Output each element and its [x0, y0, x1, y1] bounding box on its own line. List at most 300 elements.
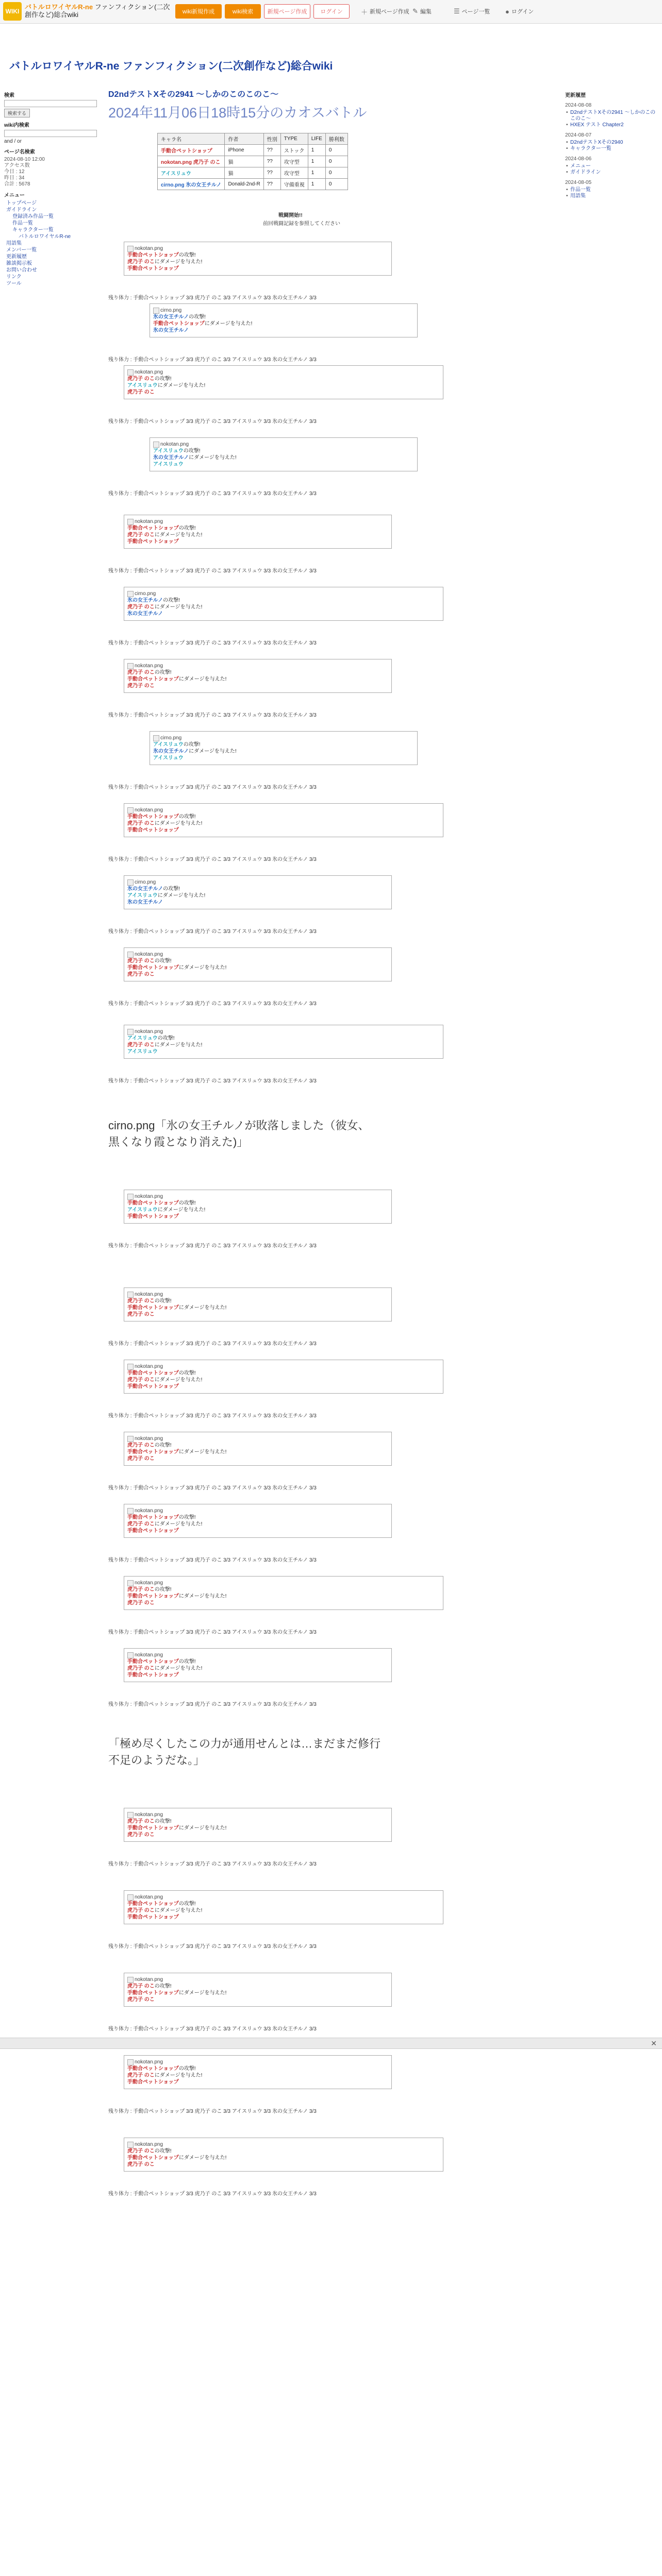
attack-text: の攻撃!: [157, 1036, 175, 1041]
sidebar-item[interactable]: お問い合わせ: [6, 267, 37, 273]
menu-new-page[interactable]: ＋ 新規ページ作成: [361, 4, 409, 19]
attack-line: [127, 1586, 440, 1593]
quote-line: [127, 1528, 388, 1534]
quote-line: [127, 1383, 440, 1390]
target-name[interactable]: 虎乃子 のこ: [127, 1666, 155, 1671]
battle-event-box: [124, 1360, 443, 1394]
update-date: 2024-08-07: [565, 132, 592, 138]
ice-dragon-quote: 「極め尽くしたこの力が通用せんとは…まだまだ修行 不足のようだな。」: [108, 1737, 381, 1767]
table-cell: 0: [325, 179, 347, 190]
speaker-name[interactable]: アイスリュウ: [153, 755, 184, 761]
attack-line: [127, 1370, 440, 1377]
speaker-name[interactable]: 虎乃子 のこ: [127, 1997, 155, 2003]
left-sidebar: 検索 検索する wiki内検索 and / or ページ名検索 2024-08-10 12:00 アクセス数 今日 : 12 昨日 : 34 合計 : 5678 メニュー トップページ ガイドライン 登録済み作品一覧 作品一覧 キャラクター一覧 バトルロワイヤルR-ne 用語集 メンバー一覧 更新履歴 雑談掲示板 お問い合わせ リンク ツール: [0, 88, 103, 287]
attack-line: [127, 1983, 388, 1990]
character-table: [157, 133, 348, 190]
hp-status-line: 残り体力 : 手動合ペットショップ 3/3 虎乃子 のこ 3/3 アイスリュウ 3/3 氷の女王チルノ 3/3: [108, 713, 317, 718]
damage-line: [127, 1207, 388, 1213]
column-header: 性別: [263, 133, 280, 145]
or-radio[interactable]: or: [17, 139, 22, 144]
site-logo[interactable]: WIKI: [3, 2, 22, 21]
attacker-name[interactable]: 手動合ペットショップ: [127, 1901, 179, 1907]
target-name[interactable]: 手動合ペットショップ: [127, 676, 179, 682]
battle-event-box: [124, 1504, 392, 1538]
speaker-name[interactable]: 手動合ペットショップ: [127, 1914, 179, 1920]
sidebar-item[interactable]: リンク: [6, 274, 22, 280]
attack-line: [127, 2148, 440, 2155]
quote-line: [153, 327, 414, 334]
character-image: nokotan.png: [127, 1028, 440, 1035]
quote-line: [127, 538, 388, 545]
target-name[interactable]: 虎乃子 のこ: [127, 1042, 155, 1048]
damage-text: にダメージを与えた!: [204, 321, 253, 327]
attack-text: の攻撃!: [178, 1515, 196, 1520]
quote-line: [127, 1672, 388, 1679]
search-label: 検索: [4, 93, 14, 98]
character-image: cirno.png: [127, 590, 440, 597]
hp-status-line: 残り体力 : 手動合ペットショップ 3/3 虎乃子 のこ 3/3 アイスリュウ 3/3 氷の女王チルノ 3/3: [108, 929, 317, 935]
search-input[interactable]: [4, 100, 97, 107]
speaker-name[interactable]: 氷の女王チルノ: [127, 611, 163, 617]
attacker-name[interactable]: 虎乃子 のこ: [127, 1587, 155, 1592]
main-content: [108, 88, 557, 2576]
table-cell: 0: [325, 167, 347, 179]
target-name[interactable]: 手動合ペットショップ: [127, 1305, 179, 1311]
target-name[interactable]: アイスリュウ: [127, 893, 158, 899]
damage-line: [127, 532, 388, 538]
character-image: nokotan.png: [127, 1811, 388, 1818]
table-cell: 1: [308, 167, 325, 179]
attack-line: [127, 958, 388, 964]
speaker-name[interactable]: 氷の女王チルノ: [153, 328, 189, 333]
quote-line: [127, 827, 440, 834]
table-cell: 猫: [225, 167, 263, 179]
search-button[interactable]: 検索する: [4, 109, 30, 117]
table-cell: 1: [308, 179, 325, 190]
table-cell: ??: [263, 179, 280, 190]
character-image: nokotan.png: [127, 1363, 440, 1370]
table-row: [158, 179, 348, 190]
damage-text: にダメージを与えた!: [154, 532, 203, 538]
quote-line: [127, 2161, 440, 2168]
battle-event-box: [150, 731, 418, 765]
damage-line: [127, 676, 388, 683]
speaker-name[interactable]: 虎乃子 のこ: [127, 1832, 155, 1838]
target-name[interactable]: 手動合ペットショップ: [127, 1990, 179, 1996]
attack-text: の攻撃!: [154, 1984, 172, 1989]
attack-text: の攻撃!: [178, 2066, 196, 2072]
attacker-name[interactable]: 氷の女王チルノ: [127, 598, 163, 603]
attack-line: [127, 1200, 388, 1207]
damage-text: にダメージを与えた!: [154, 1521, 203, 1527]
attacker-name[interactable]: 手動合ペットショップ: [127, 1515, 179, 1520]
update-item[interactable]: • キャラクター一覧: [570, 146, 660, 152]
table-cell: 守備重視: [280, 179, 308, 190]
post-heading: 2024年11月06日18時15分のカオスバトル: [108, 105, 367, 121]
speaker-name[interactable]: 虎乃子 のこ: [127, 389, 155, 395]
damage-line: [127, 259, 388, 265]
character-image: nokotan.png: [127, 807, 440, 814]
update-item[interactable]: • HXEX テスト Chapter2: [570, 122, 660, 128]
damage-text: にダメージを与えた!: [154, 1377, 203, 1383]
battle-log: [108, 211, 557, 2576]
table-cell: 攻守型: [280, 167, 308, 179]
quote-line: [127, 1600, 440, 1606]
damage-text: にダメージを与えた!: [154, 259, 203, 265]
quote-line: [127, 265, 388, 272]
damage-line: [127, 1665, 388, 1672]
sidebar-item[interactable]: 作品一覧: [12, 221, 33, 226]
battle-event-box: [124, 587, 443, 621]
target-name[interactable]: 手動合ペットショップ: [153, 321, 205, 327]
recent-updates-title: 更新履歴: [565, 93, 586, 98]
attack-line: [127, 1901, 440, 1907]
speaker-name[interactable]: 虎乃子 のこ: [127, 683, 155, 689]
attack-text: の攻撃!: [163, 886, 180, 892]
site-title[interactable]: バトルロワイヤルR-ne ファンフィクション(二次創作など)総合wiki: [25, 3, 170, 19]
hp-status-line: 残り体力 : 手動合ペットショップ 3/3 虎乃子 のこ 3/3 アイスリュウ 3/3 氷の女王チルノ 3/3: [108, 1001, 317, 1007]
attacker-name[interactable]: 氷の女王チルノ: [127, 886, 163, 892]
battle-start-note: 前回戦闘記録を参照してください: [263, 221, 340, 227]
damage-text: にダメージを与えた!: [178, 1305, 227, 1311]
list-icon: ☰: [454, 7, 460, 15]
attack-line: [127, 1442, 388, 1449]
attack-text: の攻撃!: [178, 526, 196, 531]
attacker-name[interactable]: 手動合ペットショップ: [127, 526, 179, 531]
damage-line: [127, 604, 440, 611]
battle-event-box: [124, 1190, 392, 1224]
attack-line: [127, 376, 440, 382]
battle-event-box: [124, 1432, 392, 1466]
attacker-name[interactable]: 手動合ペットショップ: [127, 1200, 179, 1206]
update-item[interactable]: • メニュー: [570, 163, 660, 170]
target-name[interactable]: 虎乃子 のこ: [127, 532, 155, 538]
target-name[interactable]: アイスリュウ: [127, 383, 158, 388]
battle-event-box: [124, 2138, 443, 2172]
target-name[interactable]: 虎乃子 のこ: [127, 1908, 155, 1913]
attack-text: の攻撃!: [178, 252, 196, 258]
damage-text: にダメージを与えた!: [178, 965, 227, 971]
page-title[interactable]: バトルロワイヤルR-ne ファンフィクション(二次創作など)総合wiki: [9, 60, 333, 72]
battle-event-box: [124, 803, 443, 837]
speaker-name[interactable]: 手動合ペットショップ: [127, 2079, 179, 2085]
attack-line: [127, 1035, 440, 1042]
damage-line: [153, 320, 414, 327]
character-image: nokotan.png: [127, 245, 388, 252]
damage-text: にダメージを与えた!: [154, 2073, 203, 2078]
update-item[interactable]: • D2ndテストXその2940: [570, 140, 660, 146]
ad-overlay-bar: [0, 2038, 662, 2049]
damage-text: にダメージを与えた!: [178, 1825, 227, 1831]
target-name[interactable]: 手動合ペットショップ: [127, 1594, 179, 1599]
damage-text: にダメージを与えた!: [154, 1908, 203, 1913]
attacker-name[interactable]: 手動合ペットショップ: [127, 1370, 179, 1376]
target-name[interactable]: 虎乃子 のこ: [127, 1377, 155, 1383]
attacker-name[interactable]: 手動合ペットショップ: [127, 2066, 179, 2072]
speaker-name[interactable]: 氷の女王チルノ: [127, 900, 163, 905]
update-item[interactable]: • 用語集: [570, 193, 660, 199]
attacker-name[interactable]: 虎乃子 のこ: [127, 1443, 155, 1448]
speaker-name[interactable]: 手動合ペットショップ: [127, 1528, 179, 1534]
character-image: nokotan.png: [127, 1894, 440, 1901]
hp-status-line: 残り体力 : 手動合ペットショップ 3/3 虎乃子 のこ 3/3 アイスリュウ 3/3 氷の女王チルノ 3/3: [108, 1702, 317, 1707]
attack-text: の攻撃!: [178, 1901, 196, 1907]
hp-status-line: 残り体力 : 手動合ペットショップ 3/3 虎乃子 のこ 3/3 アイスリュウ 3/3 氷の女王チルノ 3/3: [108, 857, 317, 862]
sidebar-item[interactable]: トップページ: [6, 200, 37, 206]
quote-line: [127, 1914, 440, 1921]
table-cell: iPhone: [225, 145, 263, 156]
attack-text: の攻撃!: [154, 1443, 172, 1448]
damage-line: [127, 892, 388, 899]
attack-text: の攻撃!: [163, 598, 180, 603]
hp-status-line: 残り体力 : 手動合ペットショップ 3/3 虎乃子 のこ 3/3 アイスリュウ 3/3 氷の女王チルノ 3/3: [108, 419, 317, 425]
speaker-name[interactable]: 手動合ペットショップ: [127, 1214, 179, 1219]
attacker-name[interactable]: 手動合ペットショップ: [127, 1659, 179, 1665]
battle-event-box: [124, 515, 392, 549]
hp-status-line: 残り体力 : 手動合ペットショップ 3/3 虎乃子 のこ 3/3 アイスリュウ 3/3 氷の女王チルノ 3/3: [108, 1413, 317, 1419]
sidebar-item[interactable]: 登録済み作品一覧: [12, 214, 54, 219]
speaker-name[interactable]: 手動合ペットショップ: [127, 827, 179, 833]
hp-status-line: 残り体力 : 手動合ペットショップ 3/3 虎乃子 のこ 3/3 アイスリュウ 3/3 氷の女王チルノ 3/3: [108, 2191, 317, 2197]
character-image: nokotan.png: [127, 1435, 388, 1442]
target-name[interactable]: 手動合ペットショップ: [127, 1449, 179, 1455]
attacker-name[interactable]: 手動合ペットショップ: [127, 252, 179, 258]
battle-event-box: [124, 875, 392, 909]
attacker-name[interactable]: 虎乃子 のこ: [127, 958, 155, 964]
damage-text: にダメージを与えた!: [154, 604, 203, 610]
attack-text: の攻撃!: [154, 2148, 172, 2154]
quote-line: [127, 683, 388, 689]
sidebar-item[interactable]: 更新履歴: [6, 254, 27, 260]
damage-line: [127, 1377, 440, 1383]
battle-event-box: [124, 2055, 392, 2089]
update-item[interactable]: • ガイドライン: [570, 170, 660, 176]
attack-text: の攻撃!: [178, 1659, 196, 1665]
battle-event-box: [124, 1890, 443, 1924]
character-image: nokotan.png: [127, 1291, 388, 1298]
battle-event-box: [124, 659, 392, 693]
speaker-name[interactable]: 手動合ペットショップ: [127, 1384, 179, 1389]
attack-line: [127, 2065, 388, 2072]
access-yesterday: 昨日 : 34: [4, 175, 25, 181]
speaker-name[interactable]: 手動合ペットショップ: [127, 1672, 179, 1678]
attack-text: の攻撃!: [154, 1298, 172, 1304]
table-cell[interactable]: nokotan.png 虎乃子 のこ: [158, 156, 225, 167]
target-name[interactable]: 氷の女王チルノ: [153, 749, 189, 754]
hp-status-line: 残り体力 : 手動合ペットショップ 3/3 虎乃子 のこ 3/3 アイスリュウ 3/3 氷の女王チルノ 3/3: [108, 640, 317, 646]
attacker-name[interactable]: 虎乃子 のこ: [127, 2148, 155, 2154]
sidebar-item[interactable]: ツール: [6, 281, 22, 286]
attacker-name[interactable]: 虎乃子 のこ: [127, 1984, 155, 1989]
character-image: nokotan.png: [153, 441, 414, 448]
plus-icon: ＋: [361, 8, 368, 16]
character-image: cirno.png: [153, 735, 414, 741]
table-cell: ??: [263, 145, 280, 156]
damage-line: [153, 454, 414, 461]
attack-line: [127, 1658, 388, 1665]
quote-line: [127, 899, 388, 906]
attack-line: [153, 448, 414, 454]
table-cell: 1: [308, 156, 325, 167]
attack-text: の攻撃!: [154, 1819, 172, 1824]
sidebar-item[interactable]: バトルロワイヤルR-ne: [19, 234, 71, 240]
hp-status-line: 残り体力 : 手動合ペットショップ 3/3 虎乃子 のこ 3/3 アイスリュウ 3/3 氷の女王チルノ 3/3: [108, 2026, 317, 2032]
attacker-name[interactable]: アイスリュウ: [127, 1036, 158, 1041]
hp-status-line: 残り体力 : 手動合ペットショップ 3/3 虎乃子 のこ 3/3 アイスリュウ 3/3 氷の女王チルノ 3/3: [108, 1861, 317, 1867]
recent-label: ページ名検索: [4, 149, 35, 155]
speaker-name[interactable]: 虎乃子 のこ: [127, 1312, 155, 1317]
damage-line: [127, 964, 388, 971]
attacker-name[interactable]: 氷の女王チルノ: [153, 314, 189, 320]
wiki-search-input[interactable]: [4, 130, 97, 137]
wiki-search-label: wiki内検索: [4, 123, 29, 128]
pencil-icon: ✎: [412, 7, 418, 15]
damage-line: [127, 820, 440, 827]
hp-status-line: 残り体力 : 手動合ペットショップ 3/3 虎乃子 のこ 3/3 アイスリュウ 3/3 氷の女王チルノ 3/3: [108, 1341, 317, 1347]
table-cell: ??: [263, 156, 280, 167]
attacker-name[interactable]: 虎乃子 のこ: [127, 376, 155, 382]
speaker-name[interactable]: 虎乃子 のこ: [127, 1456, 155, 1462]
sidebar-item[interactable]: ガイドライン: [6, 207, 37, 213]
menu-edit[interactable]: ✎ 編集: [412, 7, 432, 15]
attack-line: [127, 597, 440, 604]
damage-line: [127, 1825, 388, 1832]
quote-line: [127, 971, 388, 978]
damage-text: にダメージを与えた!: [178, 2155, 227, 2161]
target-name[interactable]: 虎乃子 のこ: [127, 821, 155, 826]
update-item[interactable]: • D2ndテストXその2941 〜しかのこのこのこ〜: [570, 110, 660, 122]
attacker-name[interactable]: 手動合ペットショップ: [127, 814, 179, 820]
speaker-name[interactable]: 手動合ペットショップ: [127, 539, 179, 545]
target-name[interactable]: 虎乃子 のこ: [127, 604, 155, 610]
damage-line: [127, 382, 440, 389]
target-name[interactable]: 虎乃子 のこ: [127, 259, 155, 265]
damage-text: にダメージを与えた!: [178, 676, 227, 682]
battle-start-text: 戦闘開始!!: [278, 213, 303, 218]
target-name[interactable]: アイスリュウ: [127, 1207, 158, 1213]
quote-line: [127, 1996, 388, 2003]
table-cell: 0: [325, 145, 347, 156]
login-button[interactable]: ログイン: [313, 4, 350, 19]
menu-title: メニュー: [4, 193, 25, 198]
quote-line: [127, 1832, 388, 1838]
character-image: nokotan.png: [127, 663, 388, 669]
update-date: 2024-08-08: [565, 103, 592, 108]
damage-text: にダメージを与えた!: [189, 455, 237, 461]
damage-text: にダメージを与えた!: [157, 1207, 206, 1213]
quote-line: [127, 389, 440, 396]
target-name[interactable]: 虎乃子 のこ: [127, 2073, 155, 2078]
table-cell[interactable]: cirno.png 氷の女王チルノ: [158, 179, 225, 190]
sidebar-item[interactable]: 雑談掲示板: [6, 261, 32, 266]
column-header: キャラ名: [158, 133, 225, 145]
speaker-name[interactable]: 手動合ペットショップ: [127, 266, 179, 272]
table-cell: ストック: [280, 145, 308, 156]
top-bar: [0, 0, 662, 24]
access-total: 合計 : 5678: [4, 181, 30, 187]
attacker-name[interactable]: 虎乃子 のこ: [127, 1298, 155, 1304]
character-image: nokotan.png: [127, 1193, 388, 1200]
damage-line: [127, 1593, 440, 1600]
date-text: 2024-08-10 12:00: [4, 157, 45, 162]
attacker-name[interactable]: 虎乃子 のこ: [127, 670, 155, 675]
damage-text: にダメージを与えた!: [178, 1594, 227, 1599]
close-icon[interactable]: ✕: [651, 2039, 657, 2047]
wiki-create-button[interactable]: wiki新規作成: [175, 4, 222, 19]
attack-text: の攻撃!: [154, 958, 172, 964]
sidebar-item[interactable]: 用語集: [6, 241, 22, 246]
attack-line: [153, 741, 414, 748]
attack-line: [153, 314, 414, 320]
attack-line: [127, 669, 388, 676]
hp-status-line: 残り体力 : 手動合ペットショップ 3/3 虎乃子 のこ 3/3 アイスリュウ 3/3 氷の女王チルノ 3/3: [108, 1243, 317, 1249]
speaker-name[interactable]: 虎乃子 のこ: [127, 972, 155, 977]
speaker-name[interactable]: アイスリュウ: [153, 462, 184, 467]
hp-status-line: 残り体力 : 手動合ペットショップ 3/3 虎乃子 のこ 3/3 アイスリュウ 3/3 氷の女王チルノ 3/3: [108, 2109, 317, 2114]
target-name[interactable]: 虎乃子 のこ: [127, 1521, 155, 1527]
update-item[interactable]: • 作品一覧: [570, 187, 660, 193]
target-name[interactable]: 氷の女王チルノ: [153, 455, 189, 461]
battle-event-box: [124, 1025, 443, 1059]
character-image: nokotan.png: [127, 1976, 388, 1983]
battle-event-box: [124, 1648, 392, 1682]
attacker-name[interactable]: 虎乃子 のこ: [127, 1819, 155, 1824]
hp-status-line: 残り体力 : 手動合ペットショップ 3/3 虎乃子 のこ 3/3 アイスリュウ 3/3 氷の女王チルノ 3/3: [108, 785, 317, 790]
table-cell[interactable]: アイスリュウ: [158, 167, 225, 179]
character-image: nokotan.png: [127, 951, 388, 958]
new-page-button[interactable]: 新規ページ作成: [264, 4, 310, 19]
quote-line: [127, 611, 440, 617]
sidebar-item[interactable]: メンバー一覧: [6, 247, 37, 253]
menu-login[interactable]: ● ログイン: [505, 7, 534, 15]
table-cell: Donald-2nd-R: [225, 179, 263, 190]
target-name[interactable]: 手動合ペットショップ: [127, 2155, 179, 2161]
target-name[interactable]: 手動合ペットショップ: [127, 1825, 179, 1831]
damage-text: にダメージを与えた!: [154, 1666, 203, 1671]
battle-event-box: [124, 947, 392, 981]
attacker-name[interactable]: アイスリュウ: [153, 742, 184, 748]
sidebar-item[interactable]: キャラクター一覧: [12, 227, 54, 233]
menu-page-list[interactable]: ☰ ページ一覧: [454, 7, 490, 15]
table-cell: 1: [308, 145, 325, 156]
hp-status-line: 残り体力 : 手動合ペットショップ 3/3 虎乃子 のこ 3/3 アイスリュウ 3/3 氷の女王チルノ 3/3: [108, 1557, 317, 1563]
column-header: 作者: [225, 133, 263, 145]
user-icon: ●: [505, 7, 509, 15]
damage-line: [127, 1449, 388, 1455]
speaker-name[interactable]: 虎乃子 のこ: [127, 2162, 155, 2167]
hp-status-line: 残り体力 : 手動合ペットショップ 3/3 虎乃子 のこ 3/3 アイスリュウ 3/3 氷の女王チルノ 3/3: [108, 568, 317, 574]
attacker-name[interactable]: アイスリュウ: [153, 448, 184, 454]
target-name[interactable]: 手動合ペットショップ: [127, 965, 179, 971]
wiki-search-button[interactable]: wiki検索: [225, 4, 261, 19]
quote-line: [127, 1213, 388, 1220]
table-row: [158, 156, 348, 167]
damage-line: [127, 2072, 388, 2079]
table-cell: 0: [325, 156, 347, 167]
attack-text: の攻撃!: [178, 1370, 196, 1376]
speaker-name[interactable]: アイスリュウ: [127, 1049, 158, 1055]
battle-event-box: [124, 1808, 392, 1842]
table-cell[interactable]: 手動合ペットショップ: [158, 145, 225, 156]
and-radio[interactable]: and: [4, 139, 13, 144]
damage-line: [127, 1521, 388, 1528]
speaker-name[interactable]: 虎乃子 のこ: [127, 1600, 155, 1606]
attack-line: [127, 886, 388, 892]
battle-event-box: [124, 365, 443, 399]
damage-text: にダメージを与えた!: [157, 893, 206, 899]
attack-line: [127, 1298, 388, 1304]
quote-line: [127, 1455, 388, 1462]
